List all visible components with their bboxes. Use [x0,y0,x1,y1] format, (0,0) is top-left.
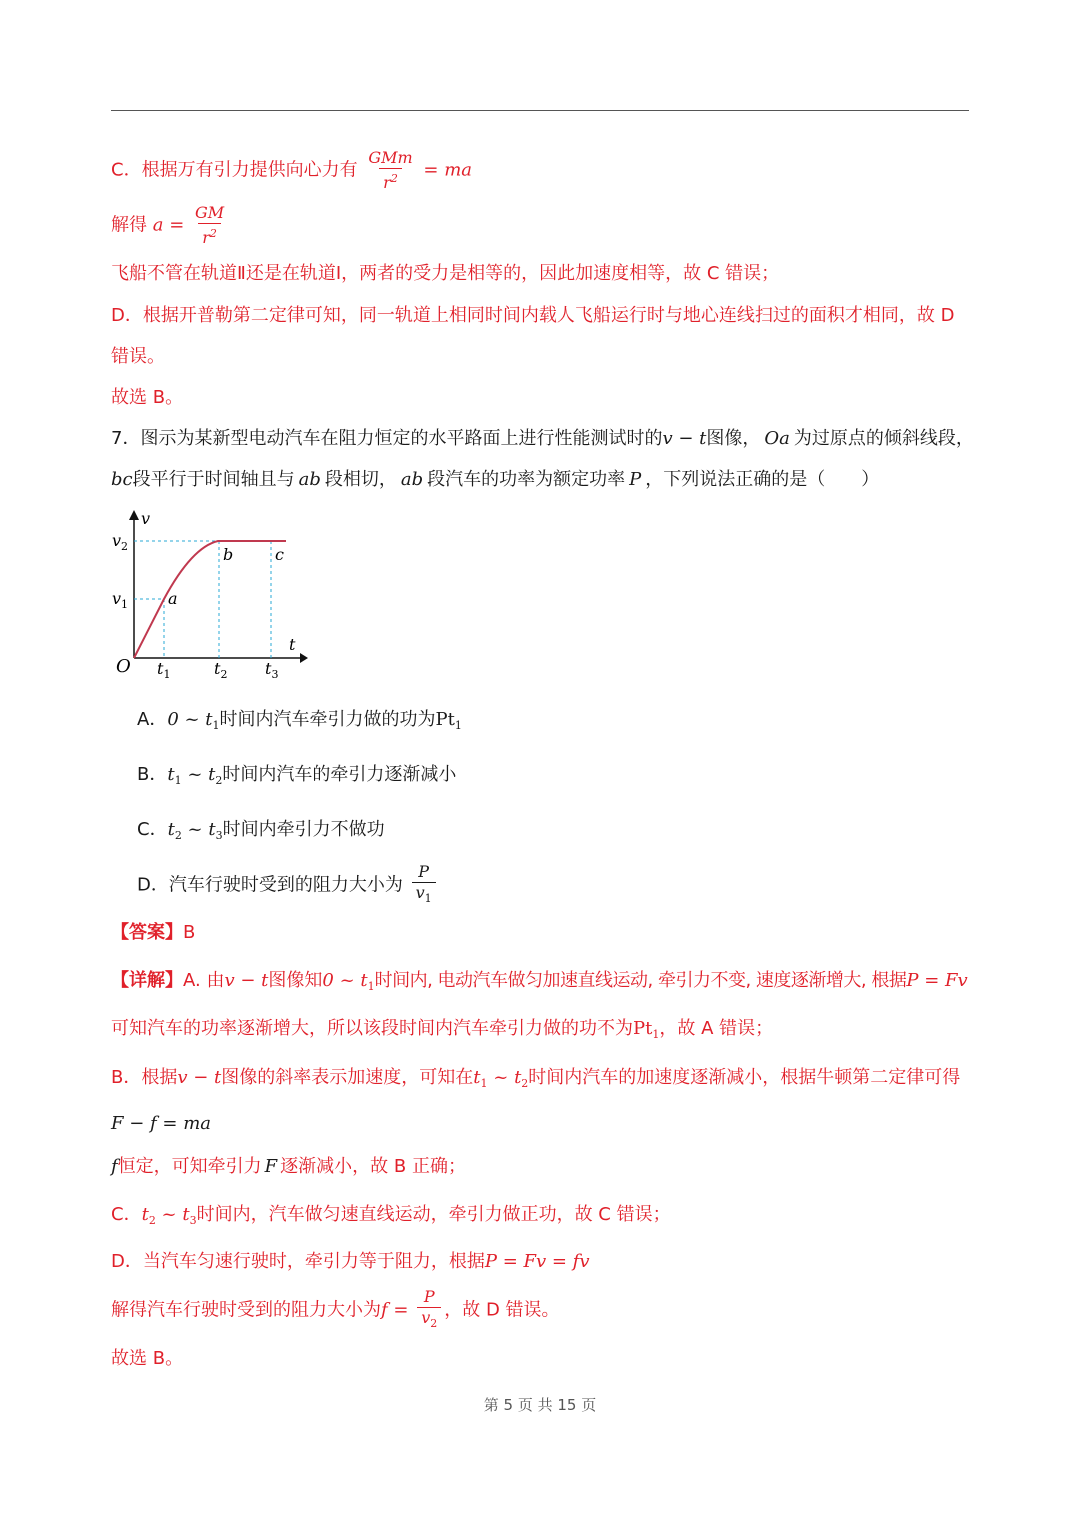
detail-c-line: C．$t_2$ ~ $t_3$时间内，汽车做匀速直线运动，牵引力做正功，故 C 错误； [111,1204,671,1227]
gm-fraction: $\frac{GM}{r^2}$ [195,203,225,247]
detail-a-line-1: 【详解】A. 由v − t图像知0 ~ $t_1$时间内, 电动汽车做匀加速直线运动, 牵引力不变, 速度逐渐增大, 根据P = Fv [111,970,968,993]
t-axis-arrow [300,653,308,663]
t2-label: $t_2$ [214,659,228,681]
header-rule [111,110,969,111]
detail-a-line-2: 可知汽车的功率逐渐增大，所以该段时间内汽车牵引力做的功不为$Pt_1$，故 A 错误； [111,1018,774,1041]
option-c: C．$t_2$ ~ $t_3$时间内牵引力不做功 [137,819,385,842]
point-b-label: b [223,545,234,564]
velocity-curve [134,541,286,658]
page-footer: 第 5 页 共 15 页 [483,1396,597,1414]
solve-a-line: 解得 a = $\frac{GM}{r^2}$ [111,203,225,247]
v1-label: $v_1$ [112,589,129,611]
choose-b-1: 故选 B。 [111,387,184,408]
t3-label: $t_3$ [265,659,279,681]
part-c-line: C．根据万有引力提供向心力有 $\frac{\text{GMm}}{r^2}$ = ma [111,148,472,192]
p-over-v2-fraction: $\frac{P}{v_2}$ [417,1287,441,1334]
d-line-2: 错误。 [111,346,165,367]
v2-label: $v_2$ [112,531,129,553]
v-axis-arrow [129,510,139,520]
option-b: B．$t_1$ ~ $t_2$时间内汽车的牵引力逐渐减小 [137,764,457,787]
t1-label: $t_1$ [157,659,171,681]
origin-label: O [116,656,131,677]
c-conclusion: 飞船不管在轨道Ⅱ还是在轨道Ⅰ，两者的受力是相等的，因此加速度相等，故 C 错误； [111,263,780,284]
t-axis-label: t [289,635,296,654]
vt-graph [108,506,308,686]
point-a-label: a [168,589,178,608]
point-c-label: c [275,545,284,564]
detail-b-equation: F − f = ma [111,1113,212,1134]
detail-b-line-2: f恒定，可知牵引力 F 逐渐减小，故 B 正确； [111,1156,466,1177]
detail-choose: 故选 B。 [111,1348,184,1369]
gmm-fraction: $\frac{\text{GMm}}{r^2}$ [368,148,413,192]
d-line-1: D．根据开普勒第二定律可知，同一轨道上相同时间内载人飞船运行时与地心连线扫过的面积才相同，故 D [111,305,955,326]
detail-b-line-1: B．根据v − t图像的斜率表示加速度，可知在$t_1$ ~ $t_2$时间内汽车的加速度逐渐减小，根据牛顿第二定律可得 [111,1067,961,1090]
detail-d-line-2: 解得汽车行驶时受到的阻力大小为f = $\frac{P}{v_2}$ ，故 D 错误。 [111,1287,560,1334]
detail-d-line-1: D．当汽车匀速行驶时，牵引力等于阻力，根据P = Fv = fv [111,1251,590,1272]
v-axis-label: v [141,509,151,528]
option-a: A．0 ~ $t_1$时间内汽车牵引力做的功为$Pt_1$ [137,709,462,732]
question-line-1: 7．图示为某新型电动汽车在阻力恒定的水平路面上进行性能测试时的v − t图像， Oa 为过原点的倾斜线段， [111,428,974,449]
option-d: D．汽车行驶时受到的阻力大小为 $\frac{P}{v_1}$ [137,862,439,909]
answer-line: 【答案】B [111,922,196,943]
question-line-2: bc段平行于时间轴且与 ab 段相切， ab 段汽车的功率为额定功率 P ，下列说法正确的是（ ） [111,469,880,490]
p-over-v1-fraction: $\frac{P}{v_1}$ [412,862,436,909]
